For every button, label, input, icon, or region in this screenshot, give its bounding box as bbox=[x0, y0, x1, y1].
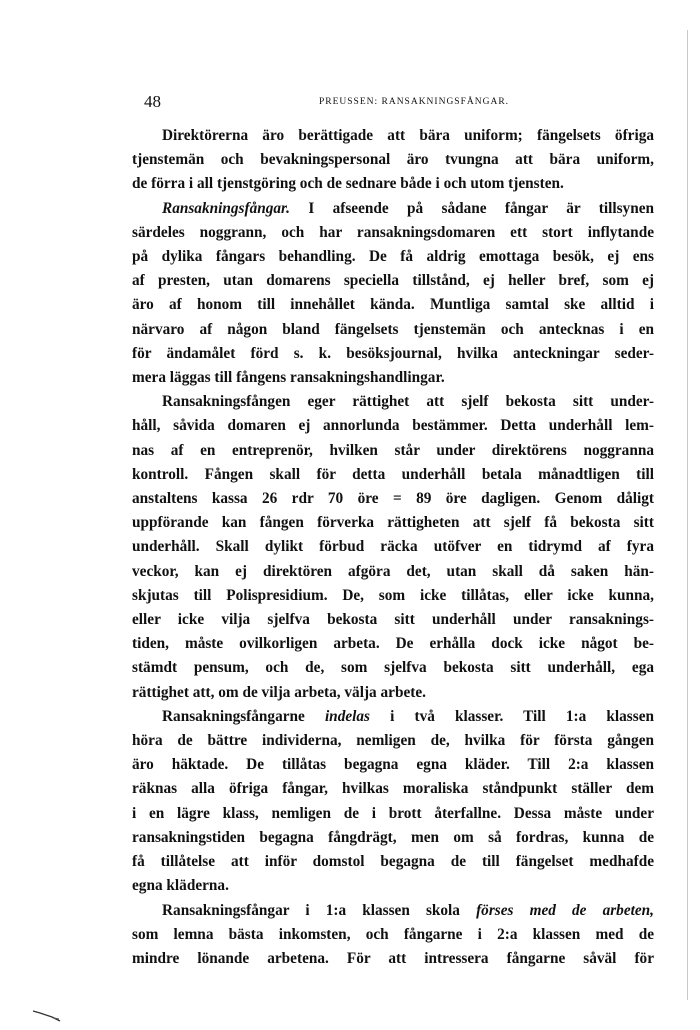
text-line: äro häktade. De tillåtas begagna egna kläder. Till 2:a klassen bbox=[132, 756, 654, 774]
text-fragment-italic: indelas bbox=[324, 707, 370, 725]
text-fragment-italic: förses med de arbeten, bbox=[476, 901, 654, 919]
ink-smudge-mark bbox=[32, 1008, 62, 1022]
text-line: af presten, utan domarens speciella tillstånd, ej heller bref, som ej bbox=[132, 272, 654, 290]
text-line bbox=[132, 197, 654, 221]
text-line: kontroll. Fången skall för detta underhåll betala månadtligen till bbox=[132, 465, 654, 483]
body-text bbox=[132, 124, 654, 971]
text-line: håll, såvida domaren ej annorlunda bestämmer. Detta underhåll lem- bbox=[132, 417, 654, 435]
text-line: veckor, kan ej direktören afgöra det, utan skall då saken hän- bbox=[132, 562, 654, 580]
section-heading-italic: Ransakningsfångar. bbox=[162, 199, 290, 217]
page-number: 48 bbox=[144, 92, 161, 111]
text-line: höra de bättre individerna, nemligen de, hvilka för första gången bbox=[132, 732, 654, 750]
text-fragment: Ransakningsfångarne bbox=[162, 707, 305, 725]
text-line: tiden, måste ovilkorligen arbeta. De erhålla dock icke något be- bbox=[132, 635, 654, 653]
text-fragment: I afseende på sådane fångar är tillsynen bbox=[308, 199, 654, 217]
text-line: som lemna bästa inkomsten, och fångarne i 2:a klassen med de bbox=[132, 925, 654, 943]
text-line bbox=[132, 705, 654, 729]
text-line: nas af en entreprenör, hvilken står under direktörens noggranna bbox=[132, 441, 654, 459]
text-line: eller icke vilja sjelfva bekosta sitt underhåll under ransaknings- bbox=[132, 611, 654, 629]
text-line: särdeles noggrann, och har ransakningsdomaren ett stort inflytande bbox=[132, 223, 654, 241]
text-line: ransakningstiden begagna fångdrägt, men om så fordras, kunna de bbox=[132, 828, 654, 846]
text-line: mindre lönande arbetena. För att intressera fångarne såväl för bbox=[132, 949, 654, 967]
text-line: Ransakningsfången eger rättighet att sjelf bekosta sitt under- bbox=[162, 393, 654, 411]
page-edge-line bbox=[687, 30, 688, 1000]
text-line: underhåll. Skall dylikt förbud räcka utöfver en tidrymd af fyra bbox=[132, 538, 654, 556]
text-line bbox=[132, 899, 654, 923]
text-line: uppförande kan fången förverka rättigheten att sjelf få bekosta sitt bbox=[132, 514, 654, 532]
text-line: egna kläderna. bbox=[132, 877, 229, 895]
page-header bbox=[144, 92, 654, 116]
text-line: närvaro af någon bland fängelsets tjenstemän och antecknas i en bbox=[132, 320, 654, 338]
text-fragment: i två klasser. Till 1:a klassen bbox=[390, 707, 654, 725]
text-line: för ändamålet förd s. k. besöksjournal, hvilka anteckningar seder- bbox=[132, 344, 654, 362]
text-line: Direktörerna äro berättigade att bära uniform; fängelsets öfriga bbox=[162, 127, 654, 144]
text-line: i en lägre klass, nemligen de i brott återfallne. Dessa måste under bbox=[132, 804, 654, 822]
text-line: få tillåtelse att inför domstol begagna de till fängelset medhafde bbox=[132, 853, 654, 871]
running-title: PREUSSEN: RANSAKNINGSFÅNGAR. bbox=[318, 97, 510, 107]
text-line: anstaltens kassa 26 rdr 70 öre = 89 öre dagligen. Genom dåligt bbox=[132, 490, 654, 508]
text-line: stämdt pensum, och de, som sjelfva bekosta sitt underhåll, ega bbox=[132, 659, 654, 677]
text-line: rättighet att, om de vilja arbeta, välja arbete. bbox=[132, 683, 426, 701]
text-line: de förra i all tjenstgöring och de sednare både i och utom tjensten. bbox=[132, 175, 564, 193]
text-line: skjutas till Polispresidium. De, som icke tillåtas, eller icke kunna, bbox=[132, 586, 654, 604]
text-line: på dylika fångars behandling. De få aldrig emottaga besök, ej ens bbox=[132, 248, 654, 266]
text-line: tjenstemän och bevakningspersonal äro tvungna att bära uniform, bbox=[132, 151, 654, 169]
text-fragment: Ransakningsfångar i 1:a klassen skola bbox=[162, 901, 460, 919]
text-line: mera läggas till fångens ransakningshandlingar. bbox=[132, 369, 445, 387]
text-line: räknas alla öfriga fångar, hvilkas moraliska ståndpunkt ställer dem bbox=[132, 780, 654, 798]
text-line: äro af honom till innehållet kända. Muntliga samtal ske alltid i bbox=[132, 296, 654, 314]
